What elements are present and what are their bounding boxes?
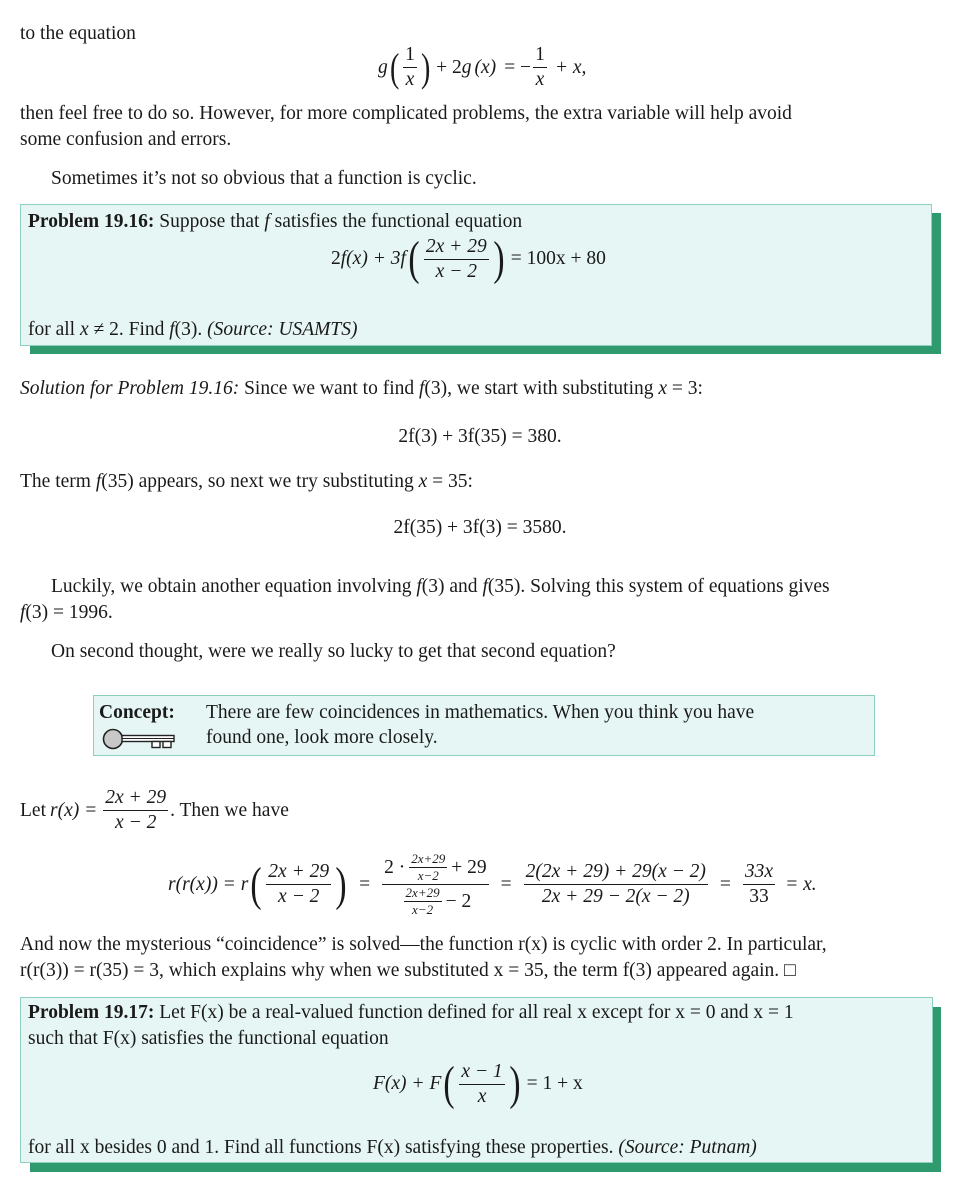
numerator: 2x + 29 — [103, 787, 168, 811]
fraction — [404, 886, 442, 917]
eq-text: F(x) + F — [373, 1073, 442, 1094]
denominator: x — [405, 69, 415, 90]
intro-text: to the equation — [20, 23, 136, 44]
eq-text: (x) — [474, 56, 497, 78]
compound-fraction — [382, 852, 489, 917]
paren: ( — [250, 857, 262, 911]
label: Concept: — [99, 702, 175, 723]
paren: ) — [335, 857, 347, 911]
numerator: 2x+29 — [411, 851, 446, 866]
functional-equation — [373, 1057, 583, 1110]
problem-statement — [28, 210, 522, 234]
paragraph-line: r(r(3)) = r(35) = 3, which explains why when we substituted x = 35, the term f(3) appeared again. □ — [20, 960, 796, 981]
symbol: f — [340, 248, 347, 269]
concept-box — [93, 695, 875, 756]
text: for all — [28, 319, 80, 340]
denominator: x−2 — [417, 868, 439, 883]
denominator: x − 2 — [435, 260, 477, 282]
paren: ( — [443, 1057, 455, 1110]
problem-statement: such that F(x) satisfies the functional equation — [28, 1028, 389, 1049]
text: + 29 — [451, 856, 487, 878]
paren: ) — [509, 1057, 521, 1110]
eq-text: + 2 — [436, 56, 462, 78]
paragraph-line — [20, 601, 113, 625]
fraction — [743, 861, 775, 908]
text: The term — [20, 471, 96, 492]
text: = 3: — [667, 378, 703, 399]
problem-footer — [28, 1136, 757, 1160]
text: Let — [20, 799, 46, 821]
source: (Source: Putnam) — [618, 1137, 757, 1158]
text: − 2 — [445, 890, 472, 912]
fraction — [266, 861, 331, 908]
eq-text: = — [500, 873, 512, 895]
eq-text: = 100x + 80 — [510, 248, 606, 269]
key-icon — [102, 728, 176, 750]
problem-statement — [28, 1001, 794, 1025]
symbol: x — [418, 471, 428, 492]
fraction — [424, 236, 489, 283]
fraction — [409, 852, 447, 883]
text: (3) = 1996. — [25, 602, 113, 623]
composition-equation — [168, 852, 817, 917]
eq-text: r(r(x)) = r — [168, 873, 249, 895]
numerator: 2(2x + 29) + 29(x − 2) — [524, 861, 708, 885]
denominator — [398, 885, 474, 917]
symbol: r — [49, 799, 58, 821]
text: (3). — [174, 319, 208, 340]
eq-text: 2 — [331, 248, 341, 269]
problem-label: Problem 19.16: — [28, 211, 155, 232]
symbol: f — [482, 576, 488, 597]
text: 2 · — [384, 856, 406, 878]
problem-19-17-box — [20, 997, 933, 1163]
denominator: x−2 — [412, 902, 434, 917]
problem-footer — [28, 318, 358, 342]
functional-equation — [331, 232, 606, 285]
denominator: 2x + 29 − 2(x − 2) — [541, 886, 690, 907]
paragraph-line — [51, 575, 830, 599]
text: (35). Solving this system of equations gives — [487, 576, 830, 597]
paren: ( — [408, 232, 420, 285]
symbol: f — [169, 319, 175, 340]
text: (3), we start with substituting — [424, 378, 659, 399]
denominator: x — [477, 1085, 487, 1107]
text: Since we want to find — [239, 378, 419, 399]
eq-text: = — [719, 873, 731, 895]
eq-text: = — [359, 873, 371, 895]
symbol: f — [95, 471, 102, 492]
concept-label — [99, 701, 175, 725]
equation-2: 2f(35) + 3f(3) = 3580. — [393, 517, 567, 538]
solution-label: Solution for Problem 19.16: — [20, 378, 240, 399]
solution-intro — [20, 377, 703, 401]
text: (3) and — [421, 576, 483, 597]
numerator — [382, 852, 489, 885]
text: ≠ 2. Find — [88, 319, 170, 340]
numerator: 2x+29 — [405, 885, 440, 900]
source: (Source: USAMTS) — [207, 319, 358, 340]
r-definition — [20, 787, 289, 834]
paragraph-line: then feel free to do so. However, for more complicated problems, the extra variable will help avoid — [20, 103, 792, 124]
eq-text: (x) + 3 — [346, 248, 401, 269]
denominator: x — [535, 69, 545, 90]
paragraph-line: And now the mysterious “coincidence” is solved—the function r(x) is cyclic with order 2. In particular, — [20, 934, 827, 955]
text: for all x besides 0 and 1. Find all functions F(x) satisfying these properties. — [28, 1137, 619, 1158]
eq-text: = − — [504, 56, 532, 78]
symbol: f — [400, 248, 406, 269]
symbol: x — [658, 378, 668, 399]
text: (x) = — [57, 799, 98, 821]
fraction — [533, 44, 547, 91]
concept-text: found one, look more closely. — [206, 727, 438, 748]
text: = 35: — [427, 471, 473, 492]
text: (35) appears, so next we try substituting — [101, 471, 419, 492]
symbol: f — [264, 211, 270, 232]
text: Let F(x) be a real-valued function defined for all real x except for x = 0 and x = 1 — [154, 1002, 794, 1023]
numerator: 1 — [403, 44, 417, 68]
problem-19-16-box — [20, 204, 932, 346]
paragraph: Sometimes it’s not so obvious that a function is cyclic. — [51, 168, 477, 189]
denominator: 33 — [749, 886, 769, 907]
eq-text: = x. — [785, 873, 817, 895]
symbol: f — [20, 602, 26, 623]
eq-symbol: g — [378, 56, 388, 78]
equation-1: 2f(3) + 3f(35) = 380. — [398, 426, 562, 447]
text: satisfies the functional equation — [269, 211, 523, 232]
fraction — [103, 787, 168, 834]
symbol: f — [418, 378, 425, 399]
eq-text: = 1 + x — [526, 1073, 583, 1094]
symbol: x — [79, 319, 89, 340]
denominator: x − 2 — [115, 812, 157, 833]
text: Luckily, we obtain another equation involving — [51, 576, 417, 597]
fraction — [459, 1061, 504, 1108]
symbol: f — [416, 576, 422, 597]
eq-symbol: g — [461, 56, 472, 78]
eq-text: + x, — [554, 56, 587, 78]
solution-text — [20, 470, 473, 494]
paren: ) — [493, 232, 505, 285]
paragraph: On second thought, were we really so lucky to get that second equation? — [51, 641, 616, 662]
numerator: 2x + 29 — [266, 861, 331, 885]
denominator: x − 2 — [278, 886, 320, 907]
concept-text: There are few coincidences in mathematics. When you think you have — [206, 702, 755, 723]
paren: ( — [389, 44, 400, 90]
numerator: 1 — [533, 44, 547, 68]
numerator: x − 1 — [459, 1061, 504, 1085]
fraction — [524, 861, 708, 908]
paragraph-line: some confusion and errors. — [20, 129, 232, 150]
numerator: 2x + 29 — [424, 236, 489, 260]
equation-g — [378, 44, 586, 91]
text: Suppose that — [154, 211, 265, 232]
numerator: 33x — [743, 861, 775, 885]
problem-label: Problem 19.17: — [28, 1002, 155, 1023]
text: . Then we have — [170, 799, 289, 821]
fraction — [403, 44, 417, 91]
paren: ) — [420, 44, 431, 90]
